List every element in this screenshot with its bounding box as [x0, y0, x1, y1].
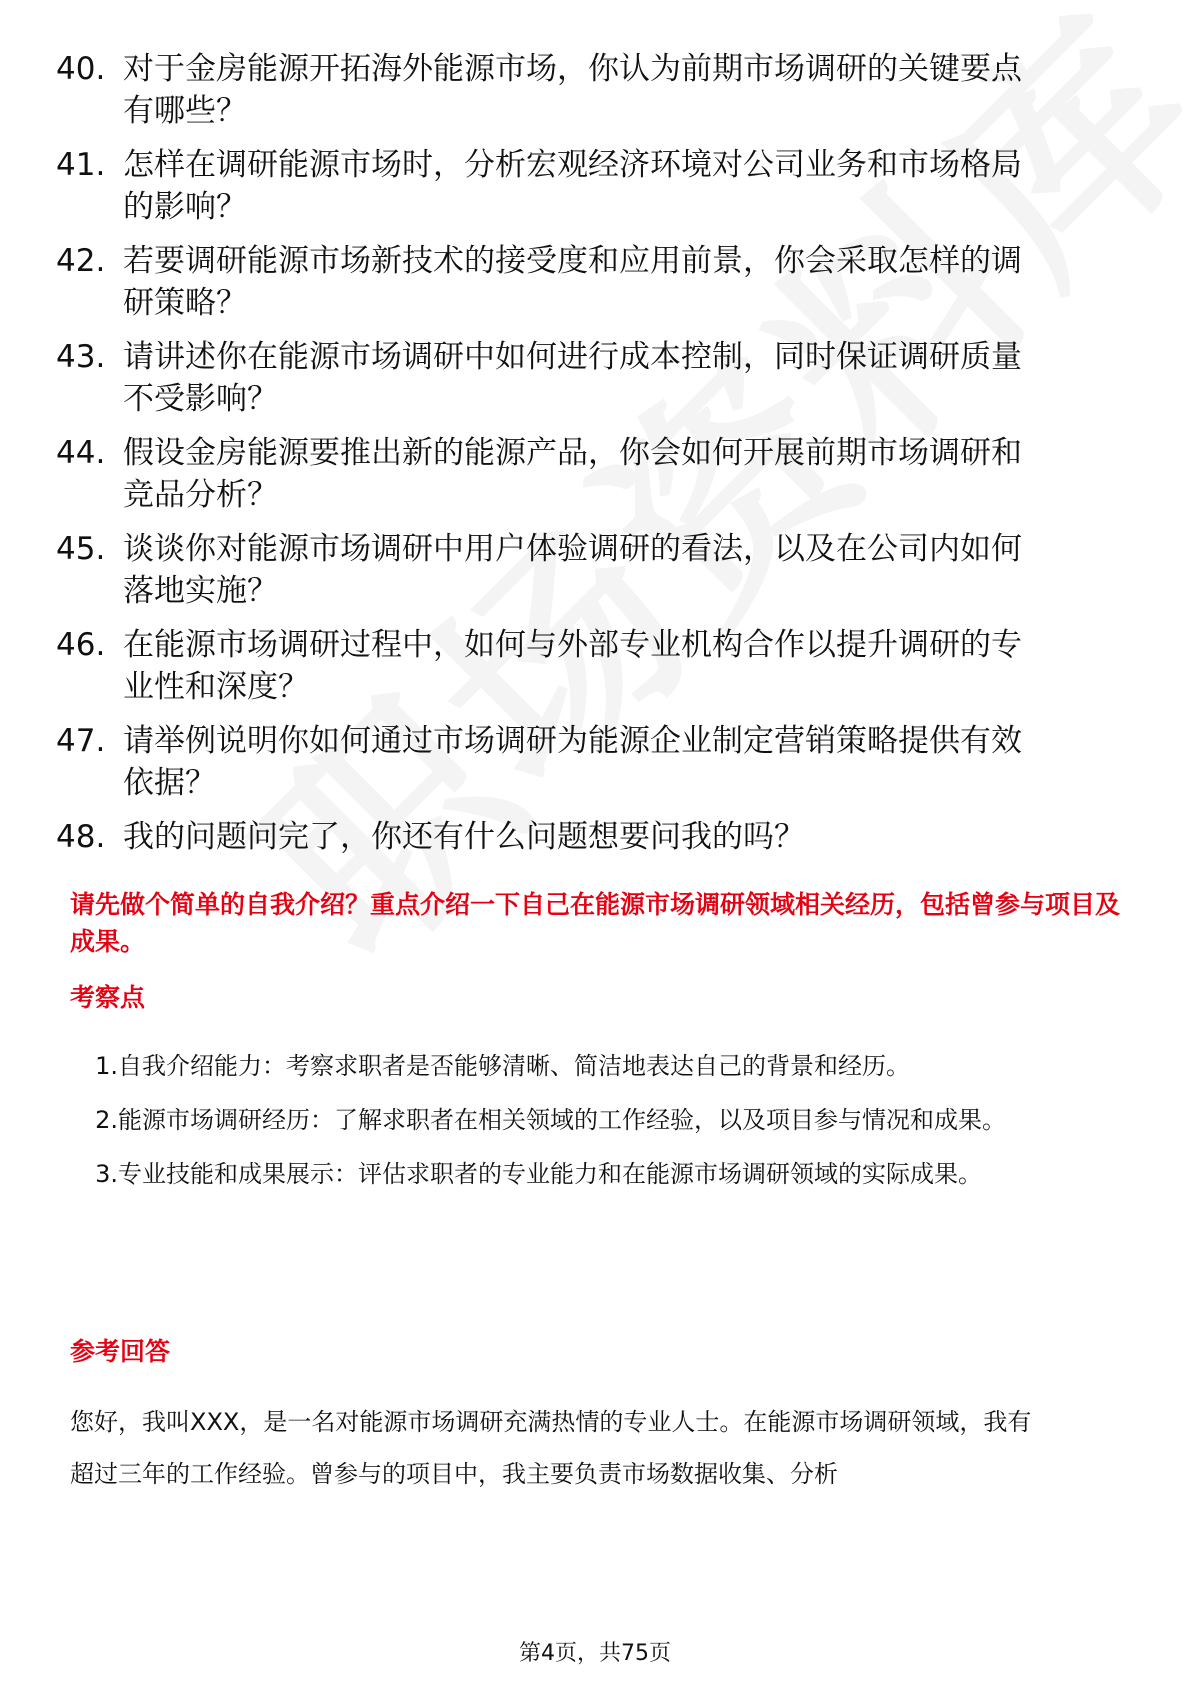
- answer-paragraph: 您好，我叫XXX，是一名对能源市场调研充满热情的专业人士。在能源市场调研领域，我有超过三年的工作经验。曾参与的项目中，我主要负责市场数据收集、分析: [70, 1408, 1032, 1488]
- question-number: 41.: [56, 147, 106, 183]
- question-number: 47.: [56, 723, 106, 759]
- question-number: 48.: [56, 819, 106, 855]
- question-number: 40.: [56, 51, 106, 87]
- kaochadian-label: 考察点: [70, 983, 146, 1012]
- page-footer: 第4页，共75页: [519, 1641, 671, 1666]
- list-item: [56, 816, 1136, 858]
- list-item: [56, 336, 1136, 420]
- question-number: 46.: [56, 627, 106, 663]
- answer-label: 参考回答: [70, 1337, 171, 1366]
- point-number: 3.: [95, 1160, 118, 1188]
- list-item: [70, 1148, 1130, 1200]
- evaluation-points: [70, 1040, 1130, 1202]
- list-item: [70, 1094, 1130, 1146]
- question-list: [56, 48, 1136, 870]
- point-text: 自我介绍能力：考察求职者是否能够清晰、简洁地表达自己的背景和经历。: [118, 1052, 910, 1080]
- point-number: 2.: [95, 1106, 118, 1134]
- section-heading: 请先做个简单的自我介绍？重点介绍一下自己在能源市场调研领域相关经历，包括曾参与项目及成果。: [70, 890, 1121, 956]
- question-text: 假设金房能源要推出新的能源产品，你会如何开展前期市场调研和竞品分析？: [123, 435, 1022, 513]
- question-text: 我的问题问完了，你还有什么问题想要问我的吗？: [123, 819, 805, 855]
- list-item: [56, 720, 1136, 804]
- question-text: 对于金房能源开拓海外能源市场，你认为前期市场调研的关键要点有哪些？: [123, 51, 1022, 129]
- list-item: [56, 528, 1136, 612]
- question-text: 请举例说明你如何通过市场调研为能源企业制定营销策略提供有效依据？: [123, 723, 1022, 801]
- question-text: 在能源市场调研过程中，如何与外部专业机构合作以提升调研的专业性和深度？: [123, 627, 1022, 705]
- point-number: 1.: [95, 1052, 118, 1080]
- question-number: 43.: [56, 339, 106, 375]
- list-item: [56, 432, 1136, 516]
- point-text: 能源市场调研经历：了解求职者在相关领域的工作经验，以及项目参与情况和成果。: [118, 1106, 1006, 1134]
- question-text: 若要调研能源市场新技术的接受度和应用前景，你会采取怎样的调研策略？: [123, 243, 1022, 321]
- list-item: [56, 48, 1136, 132]
- list-item: [70, 1040, 1130, 1092]
- point-text: 专业技能和成果展示：评估求职者的专业能力和在能源市场调研领域的实际成果。: [118, 1160, 982, 1188]
- question-number: 45.: [56, 531, 106, 567]
- list-item: [56, 240, 1136, 324]
- question-number: 44.: [56, 435, 106, 471]
- question-text: 谈谈你对能源市场调研中用户体验调研的看法，以及在公司内如何落地实施？: [123, 531, 1022, 609]
- list-item: [56, 624, 1136, 708]
- list-item: [56, 144, 1136, 228]
- question-number: 42.: [56, 243, 106, 279]
- question-text: 请讲述你在能源市场调研中如何进行成本控制，同时保证调研质量不受影响？: [123, 339, 1022, 417]
- question-text: 怎样在调研能源市场时，分析宏观经济环境对公司业务和市场格局的影响？: [123, 147, 1022, 225]
